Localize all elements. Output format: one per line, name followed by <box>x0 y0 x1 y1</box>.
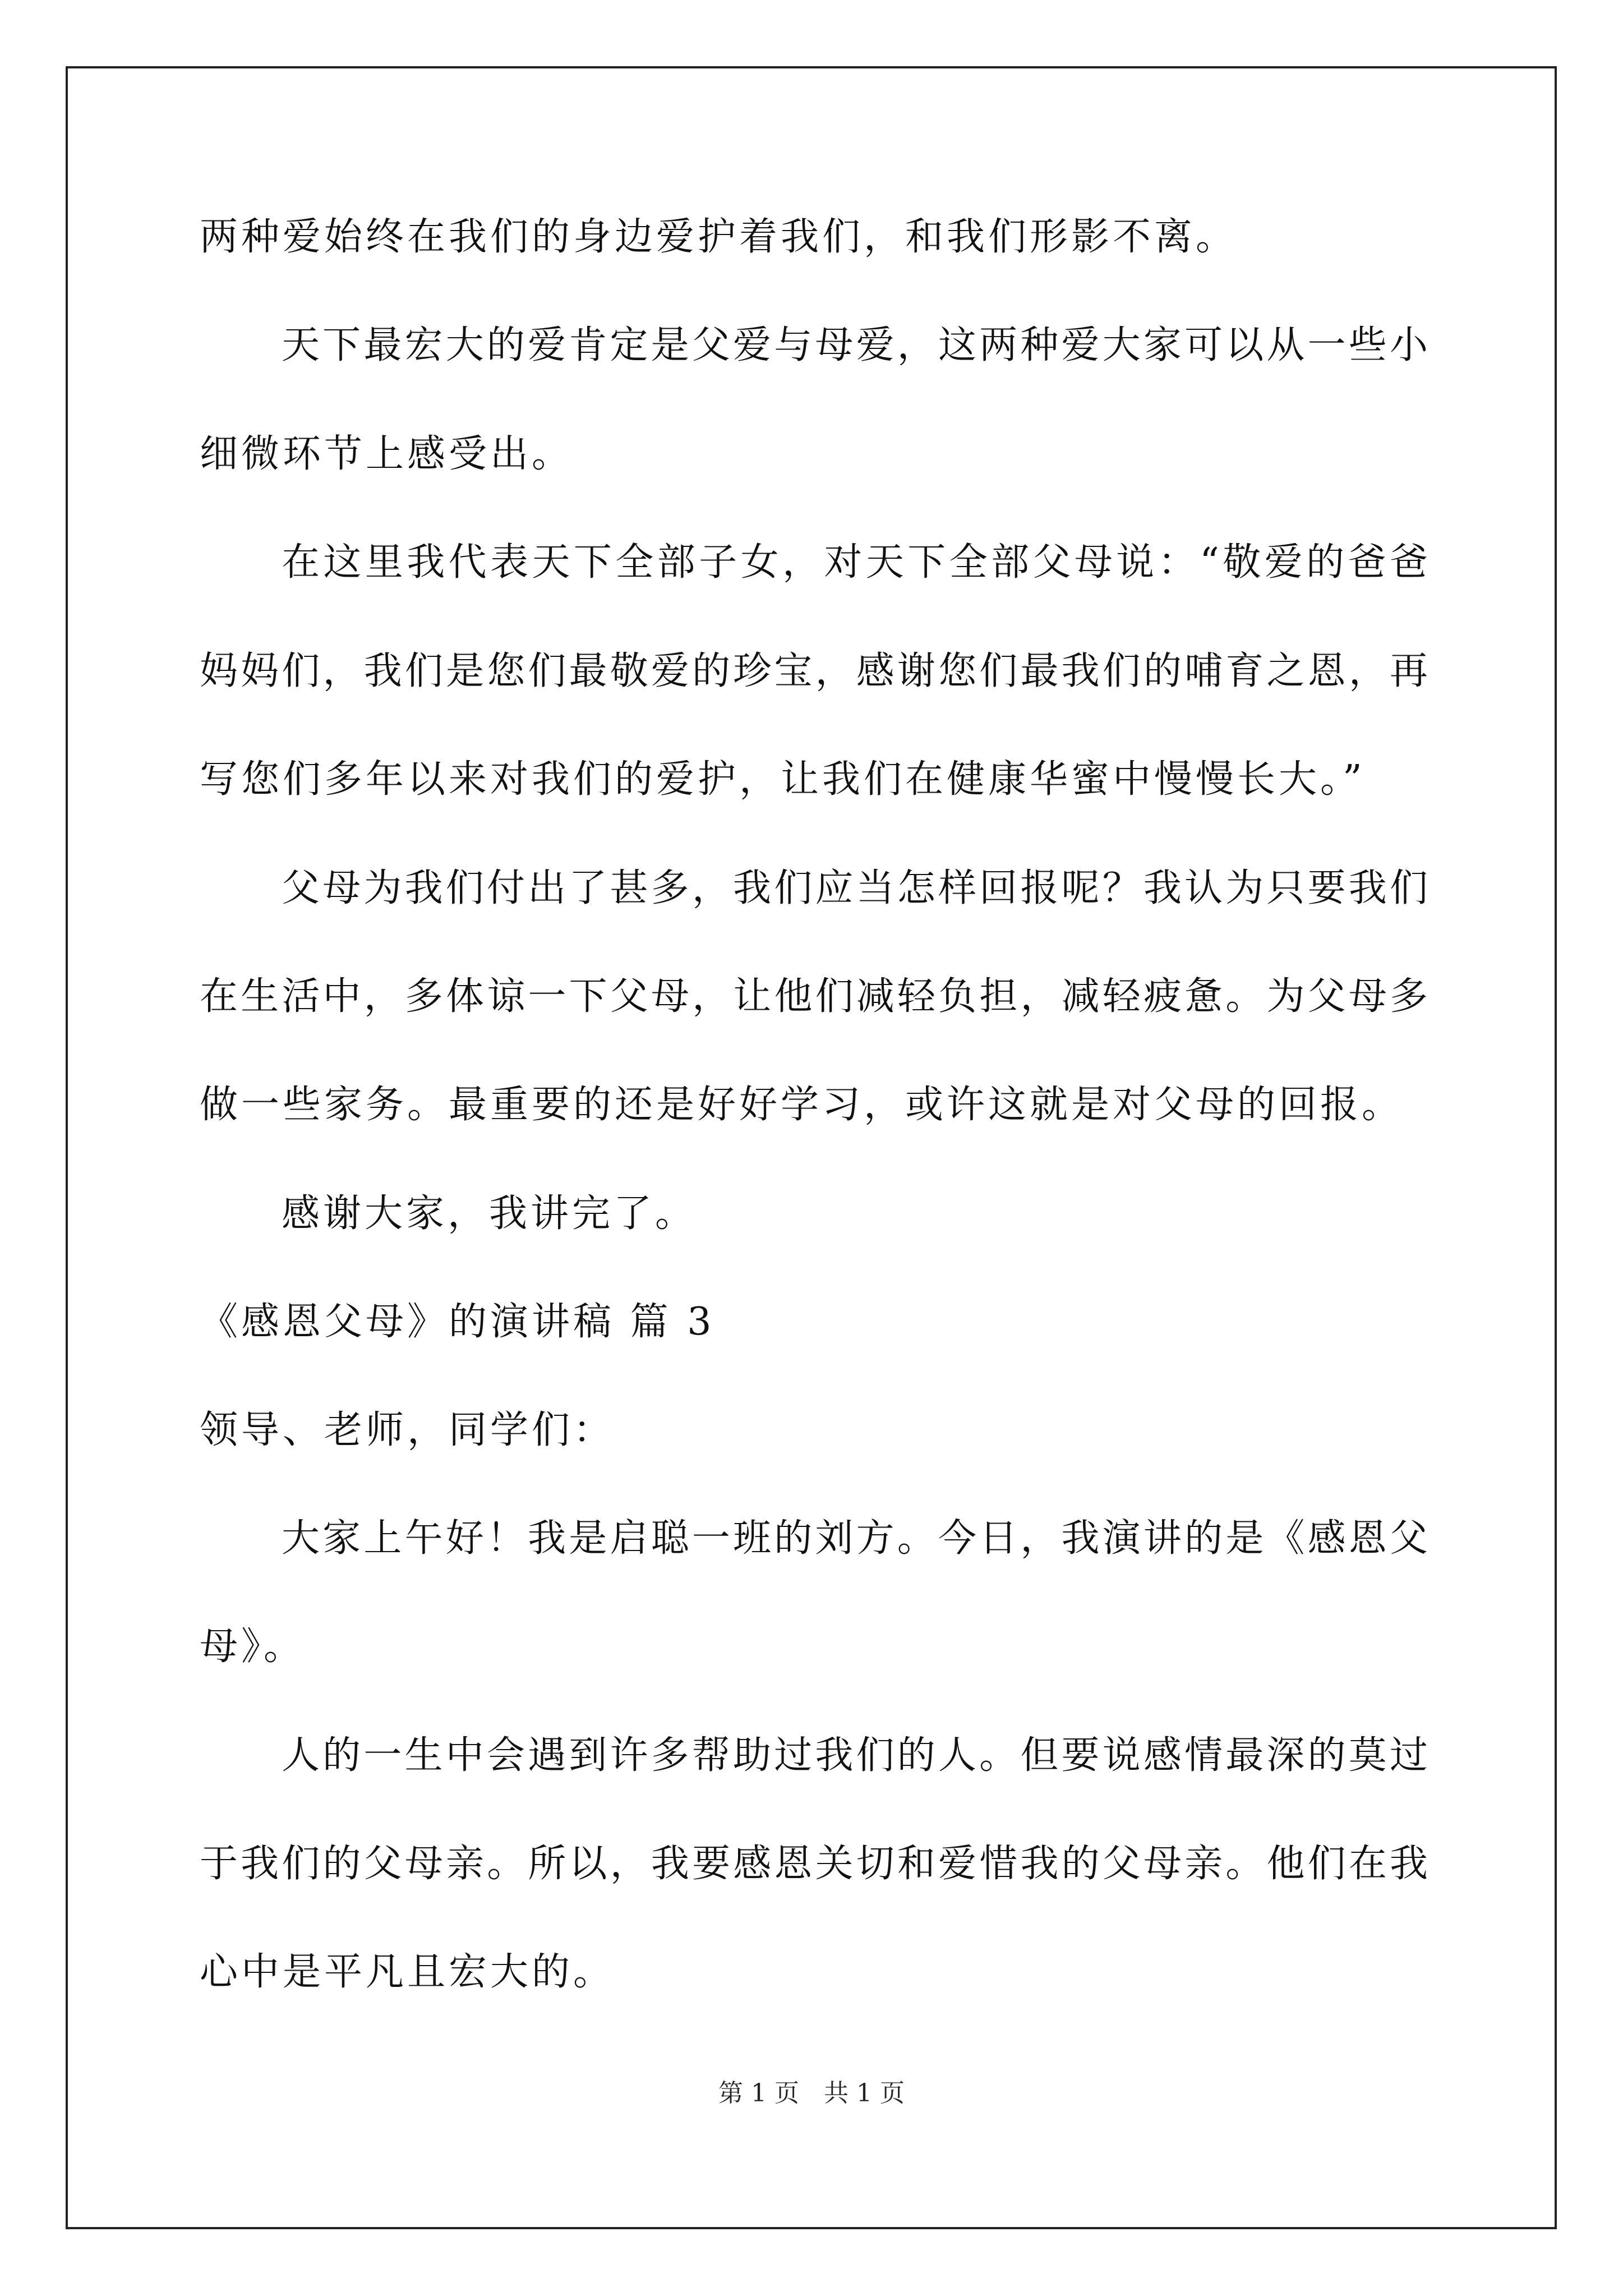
paragraph-line: 两种爱始终在我们的身边爱护着我们，和我们形影不离。 <box>200 215 1238 259</box>
page-number-footer: 第 1 页 共 1 页 <box>718 2079 905 2108</box>
paragraph-line: 父母为我们付出了甚多，我们应当怎样回报呢？我认为只要我们 <box>282 866 1428 910</box>
paragraph-line: 心中是平凡且宏大的。 <box>200 1950 615 1994</box>
paragraph-line: 大家上午好！我是启聪一班的刘方。今日，我演讲的是《感恩父 <box>282 1516 1428 1561</box>
paragraph-line: 在生活中，多体谅一下父母，让他们减轻负担，减轻疲惫。为父母多 <box>200 974 1428 1019</box>
paragraph-line: 细微环节上感受出。 <box>200 432 574 476</box>
section-title: 《感恩父母》的演讲稿 篇 3 <box>200 1300 715 1344</box>
paragraph-line: 在这里我代表天下全部子女，对天下全部父母说：“敬爱的爸爸 <box>282 540 1428 585</box>
paragraph-line: 感谢大家，我讲完了。 <box>282 1191 697 1236</box>
paragraph-line: 做一些家务。最重要的还是好好学习，或许这就是对父母的回报。 <box>200 1083 1404 1127</box>
paragraph-line: 人的一生中会遇到许多帮助过我们的人。但要说感情最深的莫过 <box>282 1733 1428 1778</box>
paragraph-line: 妈妈们，我们是您们最敬爱的珍宝，感谢您们最我们的哺育之恩，再 <box>200 649 1428 693</box>
paragraph-line: 天下最宏大的爱肯定是父爱与母爱，这两种爱大家可以从一些小 <box>282 323 1428 367</box>
paragraph-line: 于我们的父母亲。所以，我要感恩关切和爱惜我的父母亲。他们在我 <box>200 1842 1428 1886</box>
page-border <box>66 66 1557 2229</box>
paragraph-line: 写您们多年以来对我们的爱护，让我们在健康华蜜中慢慢长大。” <box>200 757 1366 802</box>
salutation: 领导、老师，同学们： <box>200 1408 615 1452</box>
paragraph-line: 母》。 <box>200 1625 306 1669</box>
